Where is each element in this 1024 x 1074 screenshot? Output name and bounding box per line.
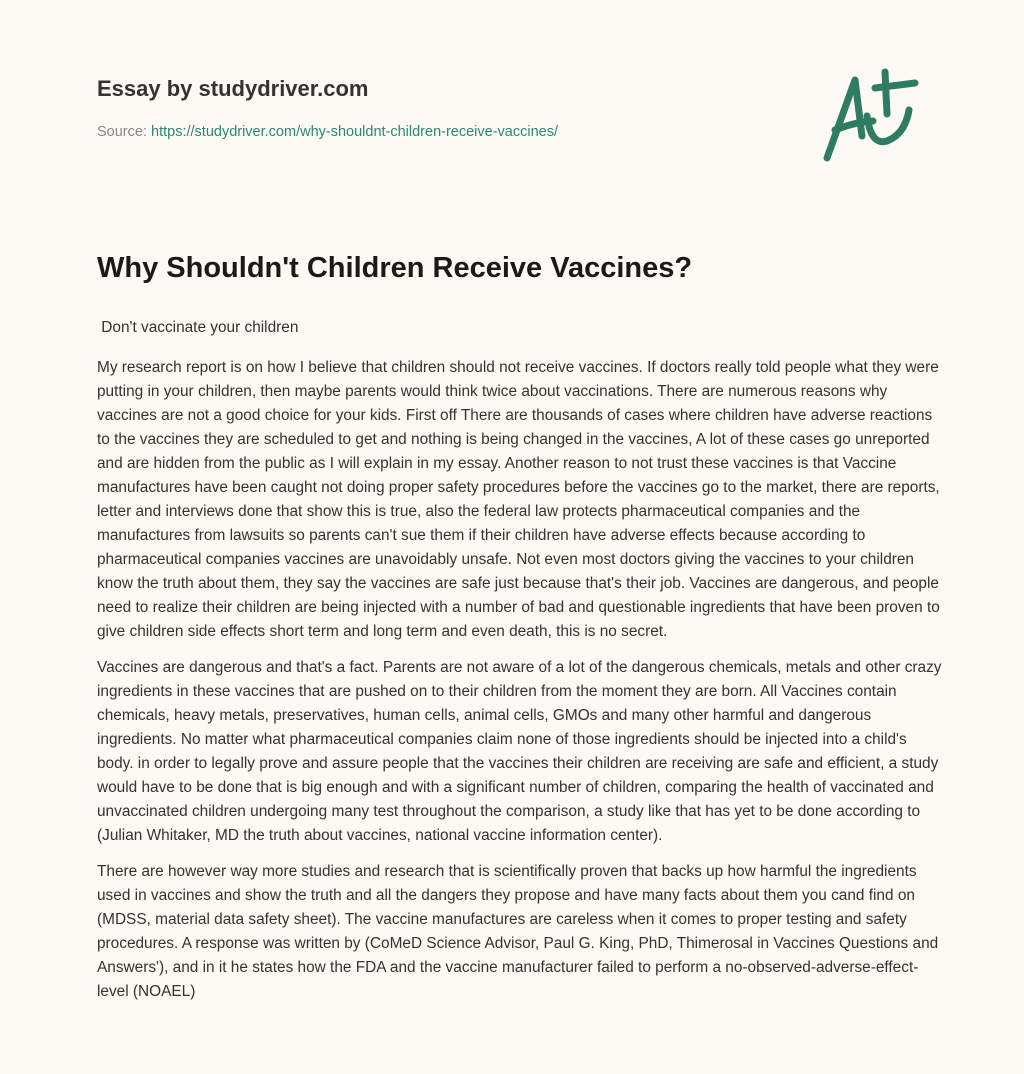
paragraph: There are however way more studies and research that is scientifically proven that backs up how harmful the ingredients used in vaccines and show the truth and all the dangers they propose and have many facts about them you cand find on (MDSS, material data safety sheet). The vaccine manufactures are careless when it comes to proper testing and safety procedures. A response was written by (CoMeD Science Advisor, Paul G. King, PhD, Thimerosal in Vaccines Questions and Answers'), and in it he states how the FDA and the vaccine manufacturer failed to perform a no-observed-adverse-effect-level (NOAEL)	[97, 863, 939, 1000]
paragraph: Vaccines are dangerous and that's a fact. Parents are not aware of a lot of the dangerous chemicals, metals and other crazy ingredients in these vaccines that are pushed on to their children from the moment they are born. All Vaccines contain chemicals, heavy metals, preservatives, human cells, animal cells, GMOs and many other harmful and dangerous ingredients. No matter what pharmaceutical companies claim none of those ingredients should be injected into a child's body. in order to legally prove and assure people that the vaccines their children are receiving are safe and efficient, a study would have to be done that is big enough and with a significant number of children, comparing the health of vaccinated and unvaccinated children undergoing many test throughout the comparison, a study like that has yet to be done according to (Julian Whitaker, MD the truth about vaccines, national vaccine information center).	[97, 659, 942, 844]
source-label: Source:	[97, 124, 147, 140]
article-body	[97, 316, 947, 1016]
brand-title: Essay by studydriver.com	[97, 76, 369, 101]
article-title: Why Shouldn't Children Receive Vaccines?	[97, 252, 693, 284]
article-subtitle: Don't vaccinate your children	[97, 319, 299, 336]
a-plus-logo-icon	[815, 66, 930, 166]
paragraph: My research report is on how I believe that children should not receive vaccines. If doctors really told people what they were putting in your children, then maybe parents would think twice about vaccinations. There are numerous reasons why vaccines are not a good choice for your kids. First off There are thousands of cases where children have adverse reactions to the vaccines they are scheduled to get and nothing is being changed in the vaccines, A lot of these cases go unreported and are hidden from the public as I will explain in my essay. Another reason to not trust these vaccines is that Vaccine manufactures have been caught not doing proper safety procedures before the vaccines go to the market, there are reports, letter and interviews done that show this is true, also the federal law protects pharmaceutical companies and the manufactures from lawsuits so parents can't sue them if their children have adverse effects because according to pharmaceutical companies vaccines are unavoidably unsafe. Not even most doctors giving the vaccines to your children know the truth about them, they say the vaccines are safe just because that's their job. Vaccines are dangerous, and people need to realize their children are being injected with a number of bad and questionable ingredients that have been proven to give children side effects short term and long term and even death, this is no secret.	[97, 359, 940, 640]
source-link[interactable]: https://studydriver.com/why-shouldnt-children-receive-vaccines/	[151, 124, 558, 140]
source-line	[97, 124, 558, 140]
